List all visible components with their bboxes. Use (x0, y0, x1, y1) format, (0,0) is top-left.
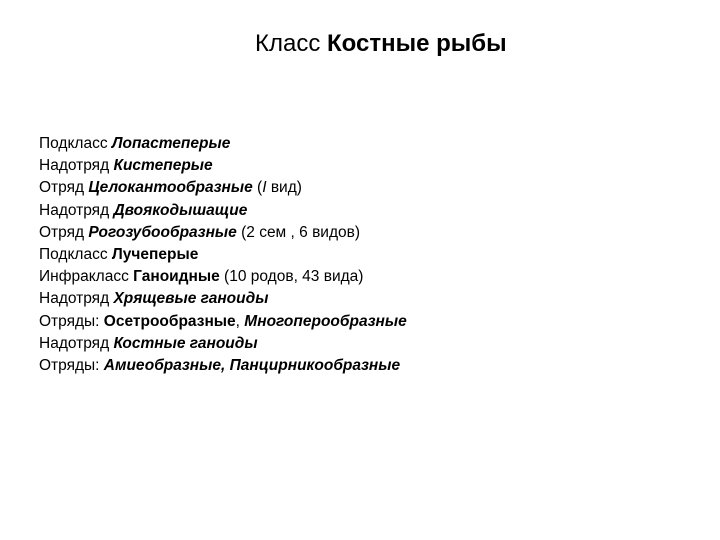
rank-label: Подкласс (39, 246, 112, 264)
rank-label: Подкласс (39, 135, 112, 152)
rank-label: Надотряд (39, 157, 114, 175)
taxon-name: Ганоидные (133, 268, 220, 286)
line-superorder-lungfish (39, 200, 699, 222)
line-infraclass-ganoids (39, 266, 699, 288)
line-order-ceratodontiformes (39, 222, 699, 244)
rank-label: Надотряд (39, 334, 114, 352)
title-prefix: Класс (255, 30, 327, 57)
title-class-name: Костные рыбы (327, 30, 507, 57)
taxon-name: Лучеперые (111, 246, 199, 264)
taxon-note: (10 родов, 43 вида) (219, 268, 364, 286)
taxon-name: Лопастеперые (111, 135, 231, 152)
note-open: ( (252, 179, 263, 197)
line-superorder-cartilaginous-ganoids (39, 288, 699, 310)
taxon-note: (2 сем , 6 видов) (236, 223, 361, 241)
note-count: I (262, 179, 267, 197)
line-subclass-ray-finned (39, 244, 699, 266)
taxon-name: Целокантообразные (88, 179, 253, 197)
line-orders-amiiformes-gars (39, 355, 699, 377)
taxon-name: Осетрообразные (103, 312, 236, 330)
note-close: вид) (266, 179, 302, 197)
separator: , (235, 312, 245, 330)
taxon-name: Костные ганоиды (113, 334, 258, 352)
line-superorder-bony-ganoids (39, 333, 699, 355)
rank-label: Инфракласс (39, 268, 134, 286)
rank-label: Отряды: (39, 312, 104, 330)
line-orders-sturgeons-bichirs (39, 311, 699, 333)
taxon-name: Двоякодышащие (113, 201, 248, 219)
rank-label: Надотряд (39, 290, 114, 308)
taxon-name: Хрящевые ганоиды (113, 290, 269, 308)
classification-list (39, 133, 699, 377)
rank-label: Надотряд (39, 201, 114, 219)
taxon-name: Амиеобразные, Панцирникообразные (103, 357, 401, 375)
rank-label: Отряды: (39, 357, 104, 375)
taxon-name: Кистеперые (113, 157, 213, 175)
slide-title (255, 28, 507, 60)
line-subclass-lobe-finned (39, 133, 699, 155)
taxon-name: Рогозубообразные (88, 223, 237, 241)
line-superorder-crossopterygii (39, 155, 699, 177)
taxon-name-secondary: Многоперообразные (244, 312, 407, 330)
rank-label: Отряд (39, 223, 89, 241)
rank-label: Отряд (39, 179, 89, 197)
line-order-coelacanth (39, 177, 699, 199)
